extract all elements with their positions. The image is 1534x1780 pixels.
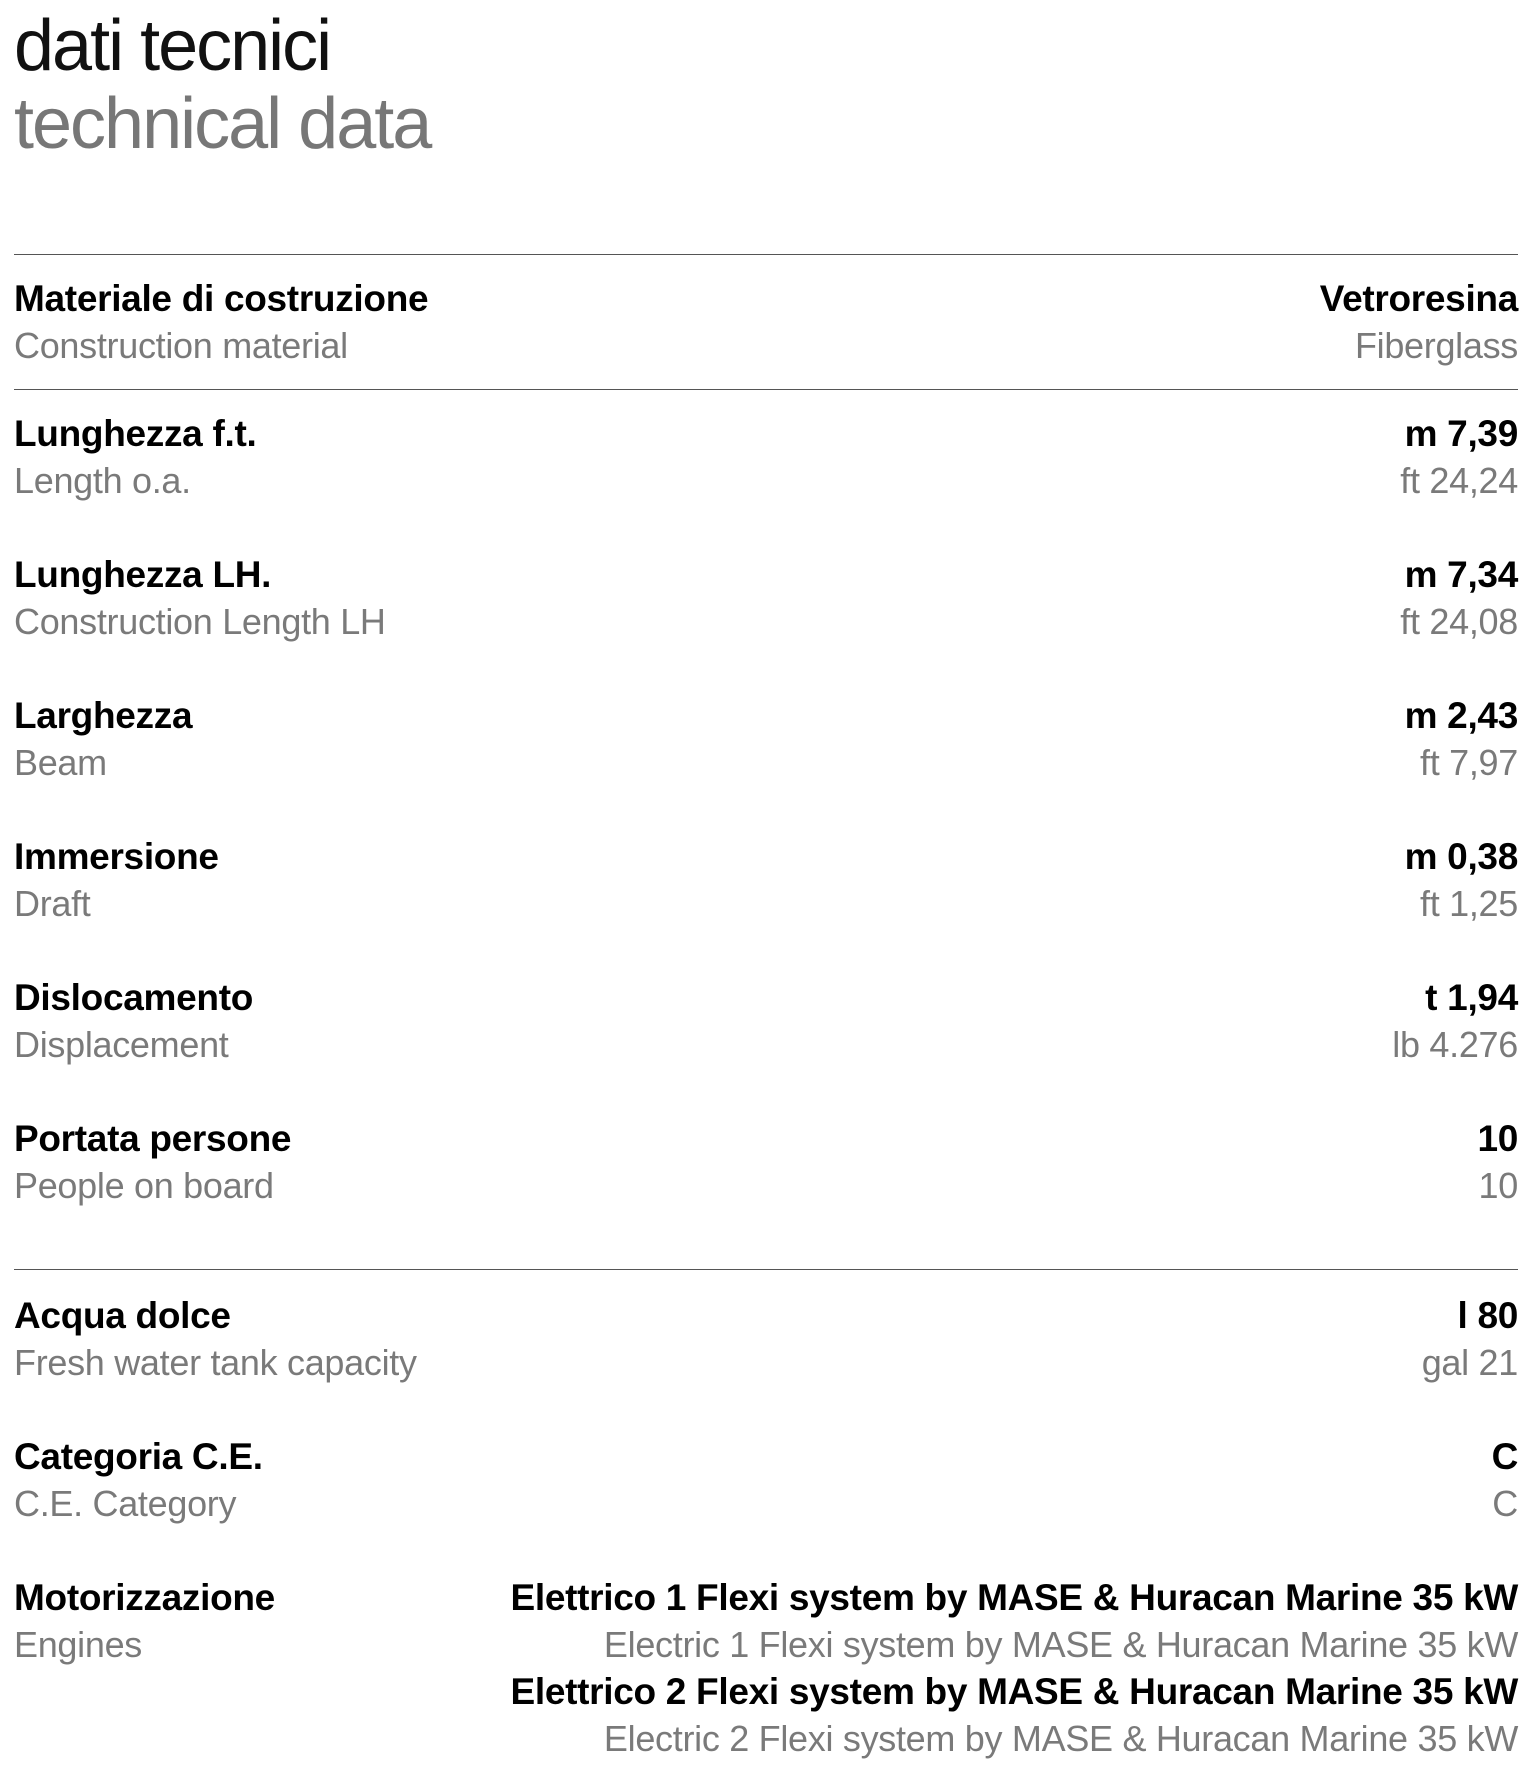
spec-row-people-on-board xyxy=(14,1115,1518,1209)
spec-value-italian: m 2,43 xyxy=(1404,695,1518,736)
spec-label-italian: Dislocamento xyxy=(14,977,254,1018)
spec-value-english: gal 21 xyxy=(1421,1342,1518,1383)
spec-label-italian: Materiale di costruzione xyxy=(14,278,429,319)
page-title xyxy=(14,6,1518,168)
spec-value-italian: t 1,94 xyxy=(1425,977,1518,1018)
spec-value-italian: 10 xyxy=(1477,1118,1518,1159)
spec-row-draft xyxy=(14,833,1518,927)
spec-row-length-oa xyxy=(14,410,1518,504)
page-title-english: technical data xyxy=(14,84,431,164)
spec-row-beam xyxy=(14,692,1518,786)
spec-label-english: Beam xyxy=(14,742,107,783)
page-title-italian: dati tecnici xyxy=(14,6,331,86)
technical-data-sheet xyxy=(14,0,1518,1762)
spec-label-english: Length o.a. xyxy=(14,460,191,501)
spec-row-displacement xyxy=(14,974,1518,1068)
spec-row-ce-category xyxy=(14,1433,1518,1527)
spec-value-italian: Vetroresina xyxy=(1319,278,1518,319)
spec-label-italian: Motorizzazione xyxy=(14,1577,275,1618)
spec-value-italian-2: Elettrico 2 Flexi system by MASE & Huracan Marine 35 kW xyxy=(510,1671,1518,1712)
spec-label-english: Engines xyxy=(14,1624,142,1665)
spec-value-english: lb 4.276 xyxy=(1392,1024,1518,1065)
spec-value-italian: l 80 xyxy=(1457,1295,1518,1336)
spec-value-english: Fiberglass xyxy=(1354,325,1518,366)
spec-value-english: ft 1,25 xyxy=(1420,883,1518,924)
spec-row-length-lh xyxy=(14,551,1518,645)
spec-value-italian: C xyxy=(1491,1436,1518,1477)
spec-value-english-2: Electric 2 Flexi system by MASE & Huracan Marine 35 kW xyxy=(603,1718,1518,1759)
spec-label-italian: Portata persone xyxy=(14,1118,292,1159)
spec-value-italian: m 7,34 xyxy=(1404,554,1518,595)
spec-value-italian: m 0,38 xyxy=(1404,836,1518,877)
spec-value-english: 10 xyxy=(1478,1165,1518,1206)
spec-value-english: ft 7,97 xyxy=(1420,742,1518,783)
spec-row-engines xyxy=(14,1574,1518,1762)
spec-label-english: Draft xyxy=(14,883,91,924)
spec-label-english: Construction Length LH xyxy=(14,601,386,642)
spec-label-italian: Larghezza xyxy=(14,695,193,736)
spec-label-italian: Immersione xyxy=(14,836,219,877)
spec-label-english: Displacement xyxy=(14,1024,229,1065)
spec-label-italian: Lunghezza f.t. xyxy=(14,413,257,454)
spec-value-english: ft 24,08 xyxy=(1400,601,1518,642)
spec-label-english: Construction material xyxy=(14,325,348,366)
spec-label-english: C.E. Category xyxy=(14,1483,237,1524)
spec-value-english: ft 24,24 xyxy=(1400,460,1518,501)
spec-label-italian: Categoria C.E. xyxy=(14,1436,263,1477)
spec-label-english: People on board xyxy=(14,1165,274,1206)
spec-label-italian: Lunghezza LH. xyxy=(14,554,272,595)
spec-label-italian: Acqua dolce xyxy=(14,1295,231,1336)
spec-label-english: Fresh water tank capacity xyxy=(14,1342,417,1383)
spec-row-construction-material xyxy=(14,275,1518,369)
spec-row-fresh-water xyxy=(14,1292,1518,1386)
spec-value-italian: m 7,39 xyxy=(1404,413,1518,454)
spec-value-italian: Elettrico 1 Flexi system by MASE & Huracan Marine 35 kW xyxy=(510,1577,1518,1618)
spec-value-english: C xyxy=(1492,1483,1518,1524)
spec-value-english: Electric 1 Flexi system by MASE & Huracan Marine 35 kW xyxy=(603,1624,1518,1665)
